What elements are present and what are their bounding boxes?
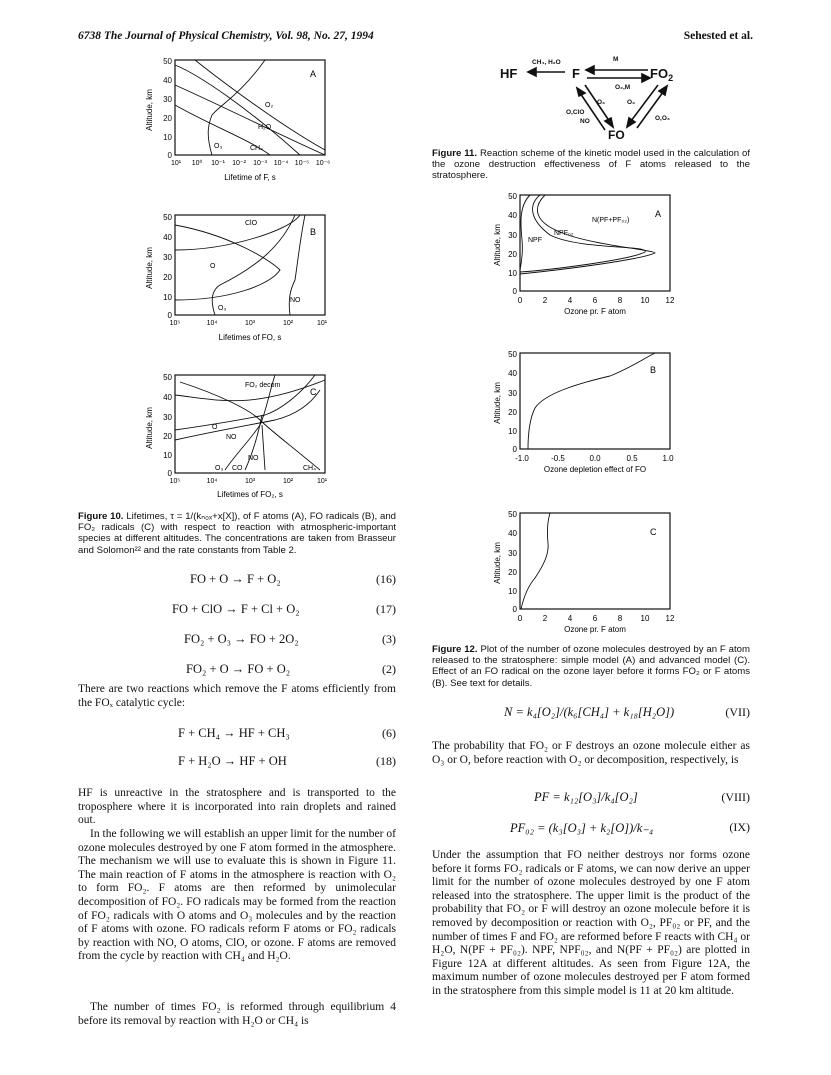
svg-text:10¹: 10¹ [170, 160, 182, 167]
panel-letter: A [310, 69, 317, 79]
figure-10b [140, 210, 340, 350]
svg-text:CO: CO [232, 465, 243, 472]
figure-10a [140, 55, 340, 190]
y-axis-label: Altitude, km [145, 89, 154, 131]
panel-letter: A [655, 209, 662, 219]
svg-text:0: 0 [512, 287, 517, 296]
svg-text:30: 30 [508, 549, 517, 558]
svg-text:O,O₃: O,O₃ [655, 115, 670, 122]
svg-text:NPF: NPF [528, 237, 542, 244]
y-axis-label: Altitude, km [145, 407, 154, 449]
svg-text:10³: 10³ [244, 320, 256, 327]
equation-VII: N = k₄[O₂]/(k₆[CH₄] + k₁₈[H₂O]) (VII) [504, 705, 750, 719]
svg-text:40: 40 [508, 529, 517, 538]
svg-text:10: 10 [163, 451, 172, 460]
svg-text:10⁻⁶: 10⁻⁶ [315, 160, 331, 167]
svg-text:1.0: 1.0 [662, 454, 674, 463]
paragraph-cycle: There are two reactions which remove the F atoms efficiently from the FOₓ catalytic cycle: [78, 683, 396, 709]
svg-text:6: 6 [592, 296, 598, 305]
svg-text:10¹: 10¹ [316, 320, 328, 327]
svg-text:10: 10 [640, 296, 650, 305]
figure-11-caption: Figure 11. Reaction scheme of the kinetic model used in the calculation of the ozone destruction effectiveness of F atoms released to the stratosphere. [432, 148, 750, 182]
svg-text:40: 40 [508, 211, 517, 220]
svg-text:-0.5: -0.5 [551, 454, 565, 463]
y-axis-label: Altitude, km [493, 224, 502, 266]
svg-text:12: 12 [665, 296, 675, 305]
svg-text:10: 10 [508, 427, 517, 436]
equation-block-1 [78, 572, 396, 682]
svg-text:H₂O: H₂O [258, 124, 272, 131]
paragraph-probability: The probability that FO₂ or F destroys an ozone molecule either as O₃ or O, before reaction with O₂ or decomposition, respectively, is [432, 740, 750, 766]
x-axis-label: Ozone pr. F atom [564, 307, 626, 316]
svg-text:40: 40 [508, 369, 517, 378]
svg-text:0: 0 [517, 296, 523, 305]
svg-text:20: 20 [163, 273, 172, 282]
svg-text:10: 10 [508, 269, 517, 278]
svg-text:F: F [572, 66, 580, 81]
tick-y: 30 [163, 95, 172, 104]
tick-y: 40 [163, 76, 172, 85]
svg-text:30: 30 [508, 389, 517, 398]
svg-text:4: 4 [567, 296, 573, 305]
equation-block-2 [78, 726, 396, 774]
svg-text:NO: NO [580, 118, 590, 125]
equation-VIII: PF = k₁₂[O₃]/k₄[O₂] (VIII) [534, 790, 750, 804]
paragraph-upper-limit: In the following we will establish an upper limit for the number of ozone molecules destroyed by one F atom formed in the atmosphere. The mechanism we will use to evaluate this is shown in Figure 11. The main reaction of F atoms in the atmosphere is reaction with O₂ to form FO₂. F atoms are then reformed by unimolecular decomposition of FO₂. FO radicals may be formed from the reaction of FO₂ radicals with O atoms and O₃ molecules and by the reaction of F atoms with ozone. FO radicals reform F atoms or FO₂ radicals by reaction with NO, O atoms, ClO, or ozone. F atoms are removed from the cycle by reaction with CH₄ and H₂O. [78, 828, 396, 963]
svg-text:M: M [613, 56, 619, 63]
svg-text:O₃: O₃ [214, 143, 223, 150]
svg-text:20: 20 [508, 408, 517, 417]
svg-text:10⁴: 10⁴ [206, 478, 218, 485]
y-axis-label: Altitude, km [493, 542, 502, 584]
svg-text:FO2: $FO_2$ [650, 66, 674, 83]
svg-text:10: 10 [508, 587, 517, 596]
svg-text:O₂,M: O₂,M [615, 84, 631, 91]
svg-text:O: O [210, 263, 216, 270]
svg-text:30: 30 [508, 231, 517, 240]
x-axis-label: Lifetimes of FO, s [218, 333, 282, 342]
svg-text:0: 0 [167, 469, 172, 478]
svg-text:10⁻¹: 10⁻¹ [211, 160, 225, 167]
svg-text:4: 4 [567, 614, 573, 623]
panel-letter: C [650, 527, 657, 537]
svg-text:O₃: O₃ [627, 99, 636, 106]
svg-text:FO: FO [608, 128, 625, 142]
paragraph-times: The number of times FO₂ is reformed through equilibrium 4 before its removal by reaction with H₂O or CH₄ is [78, 1001, 396, 1027]
svg-text:6: 6 [592, 614, 598, 623]
svg-text:O₃: O₃ [215, 465, 224, 472]
paragraph-hf: HF is unreactive in the stratosphere and is transported to the troposphere where it is incorporated into rain droplets and rained out. [78, 787, 396, 827]
svg-text:50: 50 [163, 213, 172, 222]
x-axis-label: Lifetimes of FO₂, s [217, 490, 283, 499]
equation-18: F + H₂O → HF + OH (18) [178, 754, 396, 768]
svg-text:20: 20 [508, 250, 517, 259]
figure-12b [490, 348, 690, 478]
equation-IX: PF₀₂ = (k₃[O₃] + k₂[O])/k₋₄ (IX) [510, 820, 750, 835]
y-axis-label: Altitude, km [145, 247, 154, 289]
figure-10-caption: Figure 10. Lifetimes, τ = 1/(kₙ₀ₓ+x[X]), of F atoms (A), FO radicals (B), and FO₂ radicals (C) with respect to reaction with atmospheric-important species at different altitudes. The concentrations are taken from Brasseur and Solomon²² and the rate constants from Table 2. [78, 511, 397, 556]
figure-12a [490, 190, 690, 320]
svg-text:O₃: O₃ [218, 305, 227, 312]
svg-text:10⁻⁴: 10⁻⁴ [273, 160, 289, 167]
svg-text:O₂: O₂ [265, 102, 274, 109]
svg-text:30: 30 [163, 253, 172, 262]
svg-text:NO: NO [248, 455, 259, 462]
svg-text:10: 10 [163, 293, 172, 302]
svg-text:0.5: 0.5 [626, 454, 638, 463]
tick-y: 20 [163, 114, 172, 123]
svg-text:10⁵: 10⁵ [169, 320, 181, 327]
svg-text:0: 0 [167, 311, 172, 320]
svg-text:NO: NO [226, 434, 237, 441]
svg-text:10⁻³: 10⁻³ [253, 160, 267, 167]
svg-text:50: 50 [508, 192, 517, 201]
equation-17: FO + ClO → F + Cl + O₂ (17) [172, 602, 396, 616]
panel-letter: B [310, 227, 317, 237]
svg-text:50: 50 [508, 510, 517, 519]
svg-text:FO₂ decom: FO₂ decom [245, 382, 281, 389]
svg-text:10⁻²: 10⁻² [232, 160, 246, 167]
svg-text:N(PF+PF₀₂): N(PF+PF₀₂) [592, 217, 630, 224]
svg-text:10¹: 10¹ [316, 478, 328, 485]
svg-text:O₃: O₃ [597, 99, 606, 106]
svg-text:10⁰: 10⁰ [191, 160, 203, 167]
svg-text:2: 2 [542, 614, 548, 623]
svg-text:O: O [212, 424, 218, 431]
svg-text:40: 40 [163, 393, 172, 402]
svg-text:0: 0 [517, 614, 523, 623]
svg-text:0: 0 [512, 605, 517, 614]
running-header-authors: Sehested et al. [683, 30, 753, 42]
figure-11-scheme [490, 52, 710, 147]
svg-text:CH₄, H₂O: CH₄, H₂O [532, 59, 561, 66]
svg-text:50: 50 [163, 373, 172, 382]
svg-text:0: 0 [512, 445, 517, 454]
equation-3: FO₂ + O₃ → FO + 2O₂ (3) [184, 632, 396, 646]
svg-text:10⁴: 10⁴ [206, 320, 218, 327]
svg-text:20: 20 [508, 568, 517, 577]
figure-12c [490, 508, 690, 638]
svg-text:10²: 10² [282, 478, 294, 485]
svg-text:O,ClO: O,ClO [566, 109, 585, 116]
svg-text:CH₄: CH₄ [250, 145, 263, 152]
svg-text:30: 30 [163, 413, 172, 422]
svg-text:10²: 10² [282, 320, 294, 327]
svg-text:10⁵: 10⁵ [169, 478, 181, 485]
svg-text:NPF₀₂: NPF₀₂ [554, 230, 574, 237]
x-axis-label: Lifetime of F, s [224, 173, 276, 182]
paragraph-under-assumption: Under the assumption that FO neither destroys nor forms ozone before it forms FO₂ radicals or F atoms, we can now derive an upper limit for the number of ozone molecules destroyed by one F atom released into the stratosphere. The upper limit is the product of the probability that FO₂ or F will destroy an ozone molecule before it is removed by decomposition or reaction with O₂, PF₀₂ or PF, and the number of times F and FO₂ are reformed before F reacts with CH₄ or H₂O, N(PF + PF₀₂). NPF, NPF₀₂, and N(PF + PF₀₂) are plotted in Figure 12A at different altitudes. As seen from Figure 12A, the maximum number of ozone molecules destroyed per F atom formed in the stratosphere from this simple model is 11 at 20 km altitude. [432, 849, 750, 997]
x-axis-label: Ozone pr. F atom [564, 625, 626, 634]
panel-letter: B [650, 365, 657, 375]
svg-text:10⁻⁵: 10⁻⁵ [294, 160, 310, 167]
equation-2: FO₂ + O → FO + O₂ (2) [186, 662, 396, 676]
svg-text:40: 40 [163, 233, 172, 242]
svg-text:12: 12 [665, 614, 675, 623]
svg-text:NO: NO [290, 297, 301, 304]
svg-text:-1.0: -1.0 [515, 454, 529, 463]
figure-10c [140, 370, 340, 505]
svg-text:ClO: ClO [245, 220, 258, 227]
svg-text:10: 10 [640, 614, 650, 623]
figure-12-caption: Figure 12. Plot of the number of ozone molecules destroyed by an F atom released to the stratosphere: simple model (A) and advanced model (C). Effect of an FO radical on the ozone layer before it forms FO₂ or F atoms (B). See text for details. [432, 644, 750, 689]
running-header-journal: 6738 The Journal of Physical Chemistry, Vol. 98, No. 27, 1994 [78, 30, 374, 42]
svg-text:8: 8 [617, 296, 623, 305]
panel-letter: C [310, 387, 317, 397]
equation-16: FO + O → F + O₂ (16) [190, 572, 396, 586]
svg-text:HF: HF [500, 66, 518, 81]
tick-y: 50 [163, 57, 172, 66]
svg-text:2: 2 [542, 296, 548, 305]
svg-text:50: 50 [508, 350, 517, 359]
svg-text:CH₄: CH₄ [303, 465, 316, 472]
equation-6: F + CH₄ → HF + CH₃ (6) [178, 726, 396, 740]
svg-text:10³: 10³ [244, 478, 256, 485]
svg-text:0.0: 0.0 [589, 454, 601, 463]
svg-text:8: 8 [617, 614, 623, 623]
tick-y: 10 [163, 133, 172, 142]
x-axis-label: Ozone depletion effect of FO [543, 465, 647, 474]
y-axis-label: Altitude, km [493, 382, 502, 424]
tick-y: 0 [167, 151, 172, 160]
svg-text:20: 20 [163, 432, 172, 441]
